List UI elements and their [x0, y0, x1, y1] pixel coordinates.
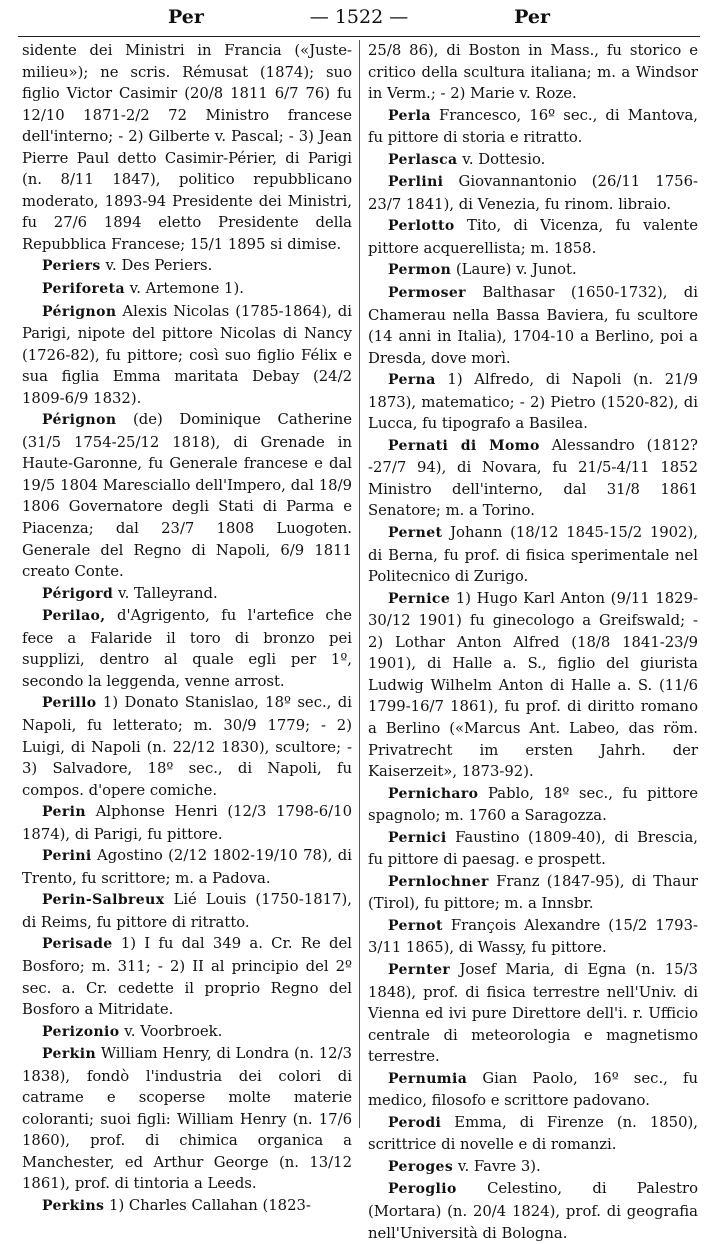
entry-text: Johann (18/12 1845-15/2 1902), di Berna, fu prof. di fisica sperimentale nel Politecnico di Zurigo. [368, 524, 698, 586]
entry-headword: Perodi [388, 1114, 442, 1131]
entry-text: v. Favre 3). [457, 1157, 541, 1175]
entry-headword: Pérignon [42, 303, 117, 320]
entry-text: (Laure) v. Junot. [455, 261, 577, 279]
entry-headword: Perkins [42, 1197, 105, 1214]
dictionary-entry [368, 149, 698, 172]
entry-headword: Perkin [42, 1046, 97, 1063]
entry-headword: Perisade [42, 936, 113, 953]
entry-text: Pablo, 18º sec., fu pittore spagnolo; m. 1760 a Saragozza. [368, 784, 698, 825]
page-header [18, 4, 700, 32]
entry-headword: Pernumia [388, 1070, 468, 1087]
entry-headword: Perlasca [388, 151, 458, 168]
entry-text: Celestino, di Palestro (Mortara) (n. 20/4 1824), prof. di geografia nell'Università di Bologna. [368, 1180, 698, 1242]
entry-headword: Perini [42, 848, 92, 865]
entry-text: Tito, di Vicenza, fu valente pittore acquerellista; m. 1858. [368, 217, 698, 257]
entry-text: Giovannantonio (26/11 1756-23/7 1841), di Venezia, fu rinom. libraio. [368, 173, 698, 213]
entry-text: 25/8 86), di Boston in Mass., fu storico e critico della scultura italiana; m. a Windsor in Verm.; - 2) Marie v. Roze. [368, 42, 698, 103]
dictionary-entry [368, 282, 698, 369]
entry-text: 1) Alfredo, di Napoli (n. 21/9 1873), matematico; - 2) Pietro (1520-82), di Lucca, fu tipografo a Basilea. [368, 371, 698, 433]
header-rule [18, 36, 700, 37]
left-column [22, 40, 352, 1214]
entry-headword: Pernici [388, 829, 447, 846]
dictionary-entry [22, 1195, 352, 1218]
dictionary-entry [22, 278, 352, 301]
entry-text: Alexis Nicolas (1785-1864), di Parigi, nipote del pittore Nicolas di Nancy (1726-82), fu pittore; così suo figlio Félix e sua figlia Emma maritata Debay (24/2 1809-6/9 1832). [22, 302, 352, 407]
entry-headword: Peroges [388, 1158, 454, 1175]
dictionary-entry [22, 40, 352, 255]
dictionary-entry [368, 369, 698, 435]
entry-text: Alessandro (1812?-27/7 94), di Novara, fu 21/5-4/11 1852 Ministro dell'interno, dal 31/8 1861 Senatore; m. a Torino. [368, 436, 698, 520]
dictionary-entry [22, 1021, 352, 1044]
dictionary-entry [368, 588, 698, 783]
entry-text: d'Agrigento, fu l'artefice che fece a Falaride il toro di bronzo pei supplizi, dentro al quale egli per 1º, secondo la leggenda, venne arrost. [22, 607, 352, 690]
entry-text: 1) Donato Stanislao, 18º sec., di Napoli, fu letterato; m. 30/9 1779; - 2) Luigi, di Napoli (n. 22/12 1830), scultore; - 3) Salvadore, 18º sec., di Napoli, fu compos. d'opere comiche. [22, 694, 352, 799]
entry-headword: Pernet [388, 525, 443, 542]
dictionary-entry [22, 605, 352, 692]
entry-text: Lié Louis (1750-1817), di Reims, fu pittore di ritratto. [22, 891, 352, 931]
column-divider [359, 40, 360, 1128]
dictionary-entry [22, 583, 352, 606]
entry-text: 1) Hugo Karl Anton (9/11 1829-30/12 1901) fu ginecologo a Greifswald; - 2) Lothar Anton Alfred (18/8 1841-23/9 1901), di Halle a. S., figlio del giurista Ludwig Wilhelm Anton di Halle a. S. (11/6 1799-16/7 1861), fu prof. di diritto romano a Berlino («Marcus Ant. Labeo, das röm. Privatrecht im ersten Jahrh. der Kaiserzeit», 1873-92). [368, 589, 698, 781]
entry-headword: Pérignon [42, 412, 117, 429]
dictionary-entry [368, 215, 698, 259]
page-number: — 1522 — [309, 6, 409, 28]
entry-text: Faustino (1809-40), di Brescia, fu pittore di paesag. e prospett. [368, 828, 698, 869]
dictionary-entry [368, 40, 698, 105]
dictionary-entry [368, 783, 698, 827]
entry-headword: Pernati di Momo [388, 437, 540, 454]
entry-headword: Perilao, [42, 608, 106, 625]
entry-headword: Perizonio [42, 1023, 120, 1040]
entry-text: Agostino (2/12 1802-19/10 78), di Trento, fu scrittore; m. a Padova. [22, 847, 352, 887]
entry-text: Josef Maria, di Egna (n. 15/3 1848), prof. di fisica terrestre nell'Univ. di Vienna ed ivi pure Direttore dell'i. r. Ufficio centrale di meteorologia e magnetismo terrestre. [368, 960, 698, 1066]
entry-headword: Periers [42, 258, 101, 275]
right-column [368, 40, 698, 1242]
dictionary-entry [22, 409, 352, 582]
entry-text: Gian Paolo, 16º sec., fu medico, filosofo e scrittore padovano. [368, 1069, 698, 1110]
entry-text: v. Des Periers. [105, 257, 213, 275]
entry-headword: Peroglio [388, 1181, 457, 1198]
dictionary-entry [22, 845, 352, 889]
entry-headword: Perin [42, 804, 86, 821]
dictionary-entry [368, 1068, 698, 1112]
dictionary-entry [368, 171, 698, 215]
entry-text: Francesco, 16º sec., di Mantova, fu pittore di storia e ritratto. [368, 106, 698, 147]
dictionary-entry [368, 959, 698, 1068]
dictionary-entry [22, 933, 352, 1020]
entry-text: François Alexandre (15/2 1793-3/11 1865), di Wassy, fu pittore. [368, 916, 698, 957]
entry-text: Balthasar (1650-1732), di Chamerau nella Bassa Baviera, fu scultore (14 anni in Italia), 1704-10 a Berlino, poi a Dresda, dove morì. [368, 284, 698, 367]
entry-headword: Perlini [388, 174, 444, 191]
entry-headword: Perna [388, 372, 436, 389]
entry-headword: Permoser [388, 285, 466, 302]
entry-headword: Permon [388, 262, 452, 279]
entry-text: 1) I fu dal 349 a. Cr. Re del Bosforo; m. 311; - 2) II al principio del 2º sec. a. Cr. cedette il proprio Regno del Bosforo a Mitridate. [22, 935, 352, 1019]
entry-headword: Periforeta [42, 281, 125, 298]
entry-headword: Perlotto [388, 218, 455, 235]
dictionary-entry [22, 692, 352, 801]
header-right-guide-word: Per [514, 6, 550, 28]
dictionary-entry [368, 915, 698, 959]
entry-text: v. Voorbroek. [124, 1022, 223, 1040]
dictionary-entry [22, 801, 352, 845]
entry-headword: Pernicharo [388, 785, 479, 802]
entry-headword: Pernlochner [388, 873, 489, 890]
dictionary-entry [368, 1112, 698, 1156]
dictionary-entry [22, 301, 352, 410]
dictionary-entry [368, 1156, 698, 1179]
entry-headword: Perillo [42, 695, 97, 712]
dictionary-entry [22, 889, 352, 933]
dictionary-entry [368, 522, 698, 588]
dictionary-entry [22, 255, 352, 278]
entry-text: Alphonse Henri (12/3 1798-6/10 1874), di Parigi, fu pittore. [22, 803, 352, 843]
entry-headword: Périgord [42, 585, 114, 602]
entry-text: sidente dei Ministri in Francia («Juste-milieu»); ne scris. Rémusat (1874); suo figlio Victor Casimir (20/8 1811 6/7 76) fu 12/10 1871-2/2 72 Ministro francese dell'interno; - 2) Gilberte v. Pascal; - 3) Jean Pierre Paul detto Casimir-Périer, di Parigi (n. 8/11 1847), politico repubblicano moderato, 1893-94 Presidente dei Ministri, fu 27/6 1894 eletto Presidente della Repubblica Francese; 15/1 1895 si dimise. [22, 42, 352, 253]
entry-text: v. Dottesio. [462, 150, 546, 168]
entry-text: 1) Charles Callahan (1823- [109, 1196, 311, 1214]
entry-headword: Pernice [388, 590, 451, 607]
entry-text: v. Talleyrand. [117, 584, 218, 602]
dictionary-entry [368, 105, 698, 149]
entry-text: Franz (1847-95), di Thaur (Tirol), fu pittore; m. a Innsbr. [368, 872, 698, 913]
entry-text: Emma, di Firenze (n. 1850), scrittrice di novelle e di romanzi. [368, 1113, 698, 1154]
entry-headword: Pernter [388, 961, 451, 978]
entry-text: v. Artemone 1). [129, 280, 244, 298]
entry-headword: Perin-Salbreux [42, 892, 165, 909]
header-left-guide-word: Per [168, 6, 204, 28]
entry-headword: Perla [388, 107, 431, 124]
dictionary-entry [22, 1043, 352, 1195]
entry-headword: Pernot [388, 917, 443, 934]
dictionary-entry [368, 259, 698, 282]
entry-text: (de) Dominique Catherine (31/5 1754-25/12 1818), di Grenade in Haute-Garonne, fu Generale francese e dal 19/5 1804 Maresciallo dell'Impero, dal 18/9 1806 Governatore degli Stati di Parma e Piacenza; dal 23/7 1808 Luogoten. Generale del Regno di Napoli, 6/9 1811 creato Conte. [22, 411, 352, 581]
dictionary-entry [368, 435, 698, 522]
dictionary-entry [368, 1178, 698, 1244]
dictionary-entry [368, 827, 698, 871]
entry-text: William Henry, di Londra (n. 12/3 1838), fondò l'industria dei colori di catrame e scoperse molte materie coloranti; suoi figli: William Henry (n. 17/6 1860), prof. di chimica organica a Manchester, ed Arthur George (n. 13/12 1861), prof. di tintoria a Leeds. [22, 1045, 352, 1193]
dictionary-entry [368, 871, 698, 915]
